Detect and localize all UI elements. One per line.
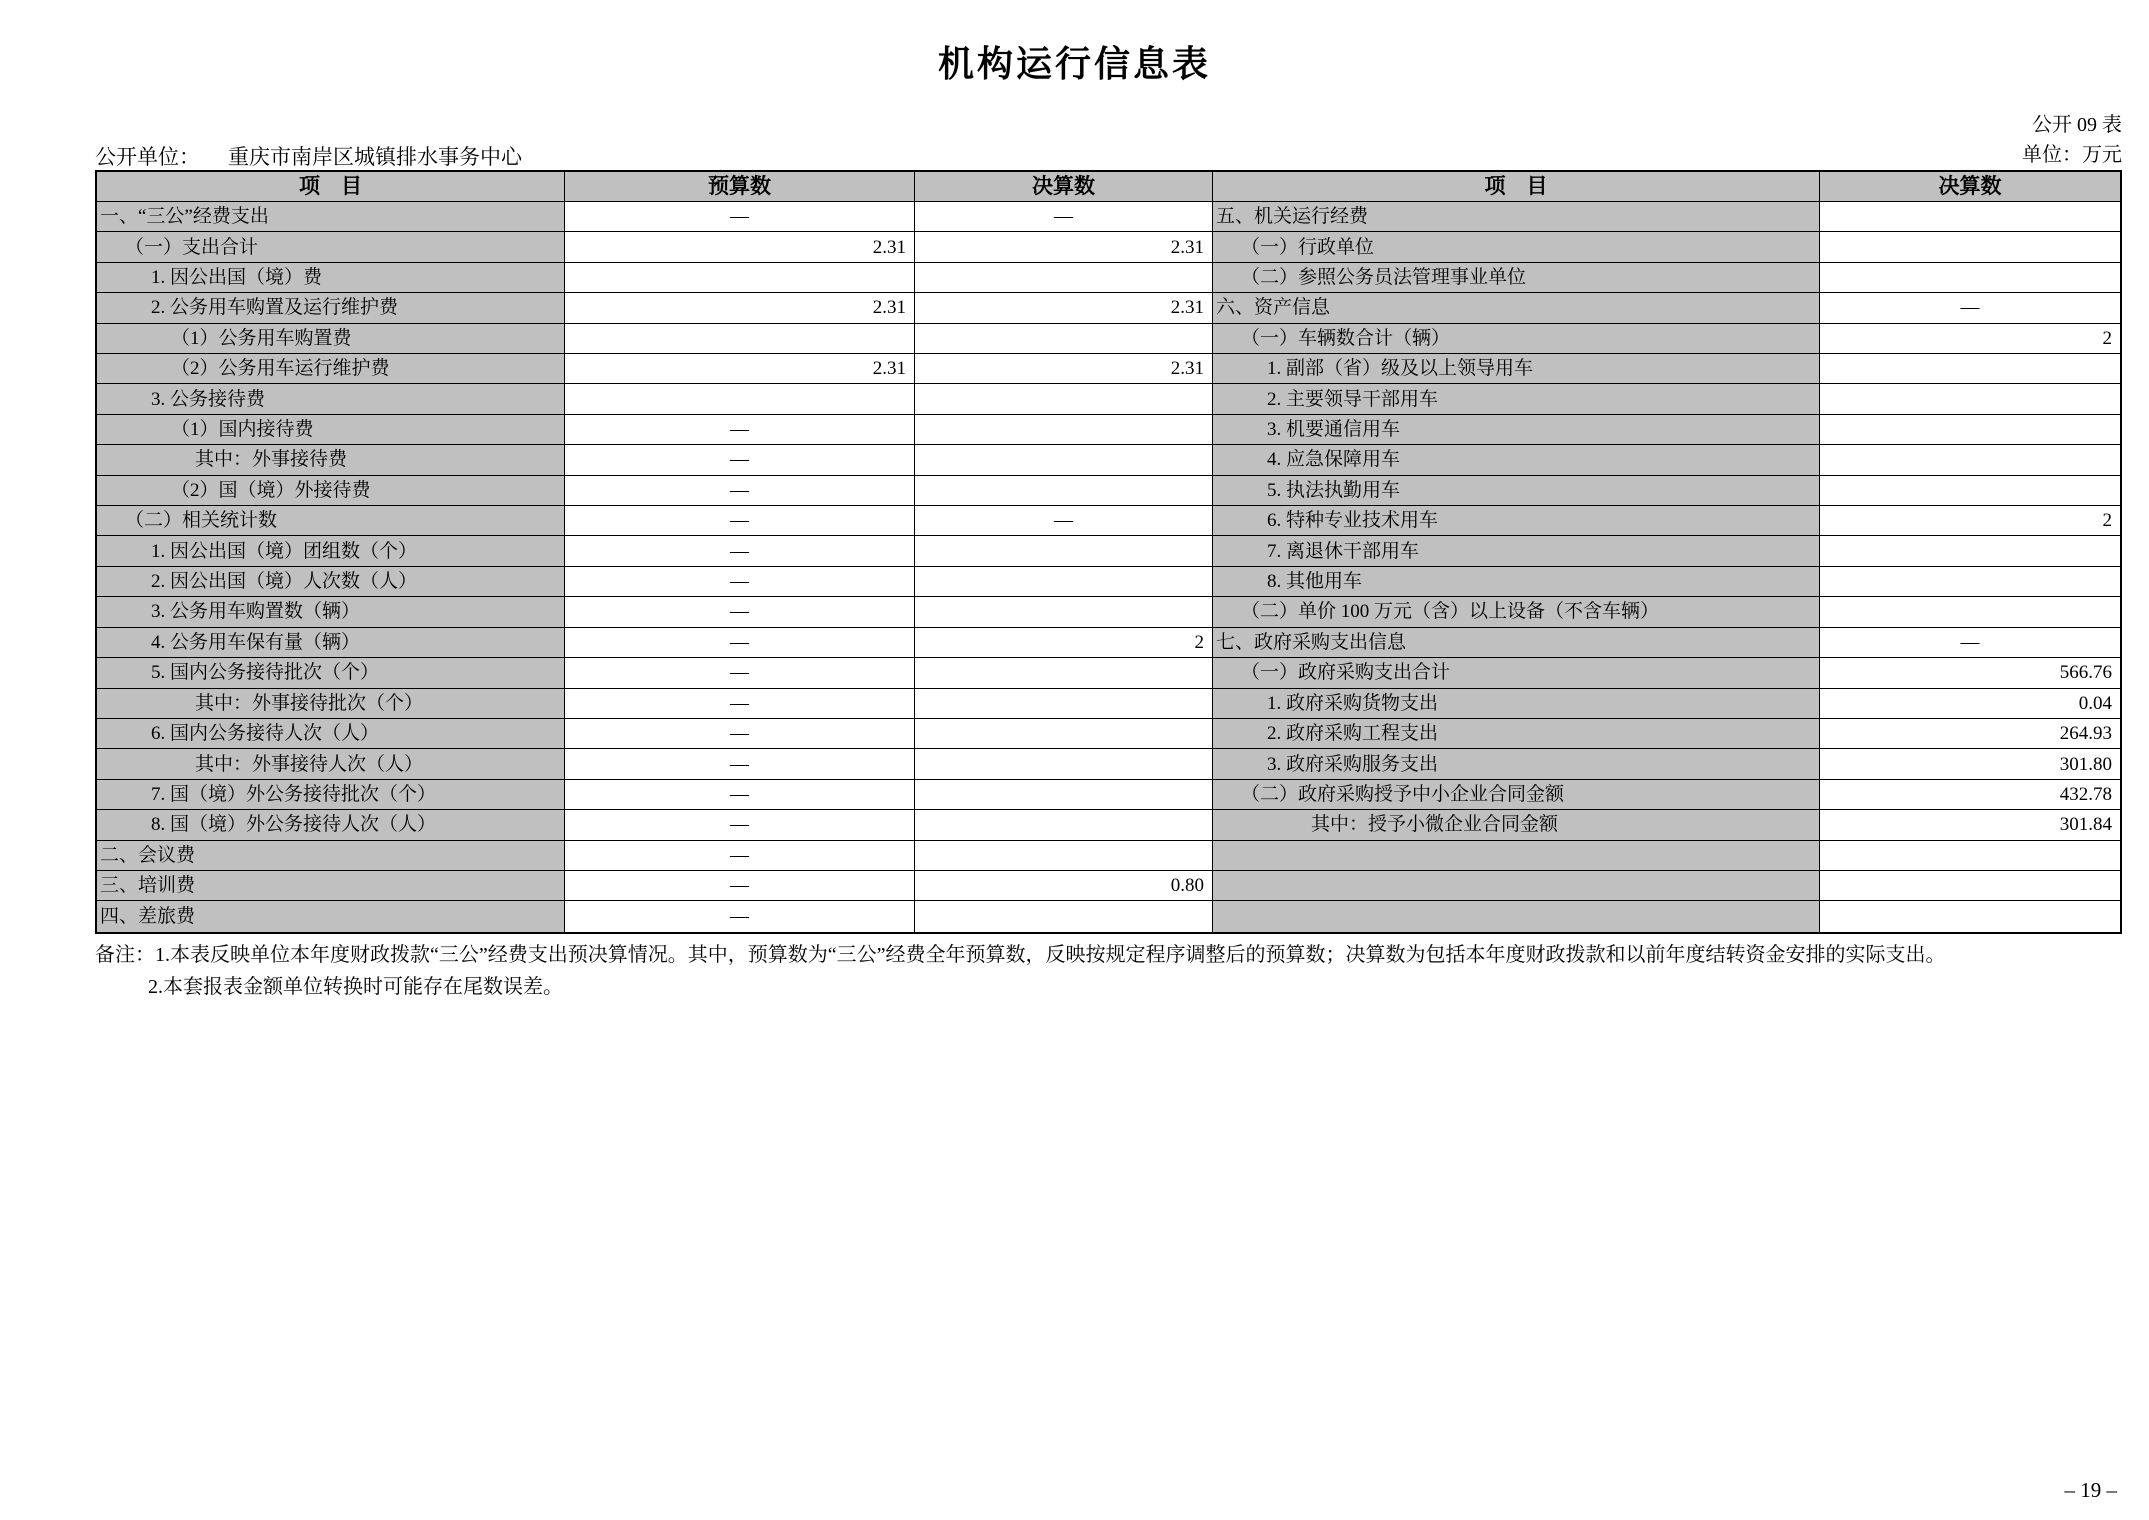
- row-final-value-right: [1820, 567, 2120, 597]
- row-budget-value: [565, 324, 915, 354]
- row-budget-value: —: [565, 445, 915, 475]
- row-label-left: 5. 国内公务接待批次（个）: [97, 658, 565, 688]
- row-label-right: 其中：授予小微企业合同金额: [1213, 810, 1820, 840]
- row-final-value-left: [915, 810, 1213, 840]
- row-label-left: （2）公务用车运行维护费: [97, 354, 565, 384]
- row-final-value-left: [915, 901, 1213, 931]
- info-table: [95, 170, 2122, 934]
- row-label-right: 7. 离退休干部用车: [1213, 536, 1820, 566]
- row-label-right: 5. 执法执勤用车: [1213, 476, 1820, 506]
- row-budget-value: —: [565, 749, 915, 779]
- row-budget-value: —: [565, 567, 915, 597]
- row-final-value-left: [915, 841, 1213, 871]
- page-number: – 19 –: [2064, 1478, 2117, 1502]
- row-final-value-right: [1820, 202, 2120, 232]
- row-label-left: 2. 因公出国（境）人次数（人）: [97, 567, 565, 597]
- row-budget-value: —: [565, 871, 915, 901]
- row-final-value-right: [1820, 445, 2120, 475]
- row-final-value-right: [1820, 415, 2120, 445]
- row-label-left: 其中：外事接待费: [97, 445, 565, 475]
- row-budget-value: —: [565, 202, 915, 232]
- row-final-value-left: [915, 689, 1213, 719]
- org-label: 公开单位：: [95, 145, 200, 169]
- row-label-right: （二）参照公务员法管理事业单位: [1213, 263, 1820, 293]
- column-header-final-right: 决算数: [1820, 172, 2120, 202]
- row-final-value-right: 2: [1820, 324, 2120, 354]
- row-label-right: 1. 副部（省）级及以上领导用车: [1213, 354, 1820, 384]
- row-label-left: （1）国内接待费: [97, 415, 565, 445]
- column-header-budget: 预算数: [565, 172, 915, 202]
- row-label-right: 1. 政府采购货物支出: [1213, 689, 1820, 719]
- row-label-left: （一）支出合计: [97, 232, 565, 262]
- row-label-left: 二、会议费: [97, 841, 565, 871]
- row-final-value-left: 2.31: [915, 293, 1213, 323]
- row-final-value-left: [915, 263, 1213, 293]
- row-label-left: 6. 国内公务接待人次（人）: [97, 719, 565, 749]
- row-final-value-right: [1820, 871, 2120, 901]
- page-title: 机构运行信息表: [937, 43, 1211, 84]
- row-label-right: 3. 机要通信用车: [1213, 415, 1820, 445]
- row-label-left: 1. 因公出国（境）费: [97, 263, 565, 293]
- row-final-value-left: 0.80: [915, 871, 1213, 901]
- row-budget-value: —: [565, 719, 915, 749]
- row-final-value-right: 301.84: [1820, 810, 2120, 840]
- row-budget-value: —: [565, 415, 915, 445]
- row-final-value-left: [915, 476, 1213, 506]
- row-final-value-right: —: [1820, 628, 2120, 658]
- row-budget-value: —: [565, 841, 915, 871]
- row-budget-value: —: [565, 597, 915, 627]
- row-label-right: 6. 特种专业技术用车: [1213, 506, 1820, 536]
- row-label-right: [1213, 871, 1820, 901]
- row-label-right: 2. 政府采购工程支出: [1213, 719, 1820, 749]
- row-final-value-right: 301.80: [1820, 749, 2120, 779]
- row-label-left: 四、差旅费: [97, 901, 565, 931]
- row-label-left: 4. 公务用车保有量（辆）: [97, 628, 565, 658]
- row-final-value-right: —: [1820, 293, 2120, 323]
- org-name: 重庆市南岸区城镇排水事务中心: [228, 145, 522, 169]
- row-label-left: 7. 国（境）外公务接待批次（个）: [97, 780, 565, 810]
- row-label-left: （二）相关统计数: [97, 506, 565, 536]
- row-label-left: （2）国（境）外接待费: [97, 476, 565, 506]
- table-code: 公开 09 表: [2032, 114, 2122, 136]
- row-final-value-right: [1820, 901, 2120, 931]
- row-final-value-right: [1820, 597, 2120, 627]
- row-label-left: 8. 国（境）外公务接待人次（人）: [97, 810, 565, 840]
- row-label-right: （一）行政单位: [1213, 232, 1820, 262]
- row-label-left: 2. 公务用车购置及运行维护费: [97, 293, 565, 323]
- row-label-right: [1213, 901, 1820, 931]
- row-label-left: 一、“三公”经费支出: [97, 202, 565, 232]
- row-label-right: 2. 主要领导干部用车: [1213, 384, 1820, 414]
- row-final-value-left: [915, 324, 1213, 354]
- row-final-value-left: [915, 384, 1213, 414]
- row-final-value-right: [1820, 354, 2120, 384]
- row-budget-value: —: [565, 628, 915, 658]
- row-label-left: 3. 公务接待费: [97, 384, 565, 414]
- row-label-right: 七、政府采购支出信息: [1213, 628, 1820, 658]
- row-final-value-left: [915, 749, 1213, 779]
- row-budget-value: —: [565, 810, 915, 840]
- row-final-value-left: 2.31: [915, 354, 1213, 384]
- row-final-value-left: —: [915, 202, 1213, 232]
- row-label-right: 4. 应急保障用车: [1213, 445, 1820, 475]
- note-line-1: 备注：1.本表反映单位本年度财政拨款“三公”经费支出预决算情况。其中，预算数为“三公”经费全年预算数，反映按规定程序调整后的预算数；决算数为包括本年度财政拨款和以前年度结转资金安排的实际支出。: [95, 944, 1946, 966]
- row-label-right: 六、资产信息: [1213, 293, 1820, 323]
- row-final-value-right: 2: [1820, 506, 2120, 536]
- row-final-value-right: [1820, 536, 2120, 566]
- row-budget-value: —: [565, 780, 915, 810]
- row-final-value-left: 2.31: [915, 232, 1213, 262]
- row-budget-value: —: [565, 476, 915, 506]
- row-label-left: 3. 公务用车购置数（辆）: [97, 597, 565, 627]
- row-final-value-right: [1820, 232, 2120, 262]
- row-final-value-left: [915, 536, 1213, 566]
- row-label-left: 其中：外事接待人次（人）: [97, 749, 565, 779]
- row-budget-value: —: [565, 536, 915, 566]
- row-final-value-left: —: [915, 506, 1213, 536]
- row-final-value-left: [915, 597, 1213, 627]
- row-label-left: （1）公务用车购置费: [97, 324, 565, 354]
- column-header-final-left: 决算数: [915, 172, 1213, 202]
- row-final-value-right: 0.04: [1820, 689, 2120, 719]
- row-budget-value: —: [565, 901, 915, 931]
- org-line: [95, 141, 522, 171]
- note-line-2: 2.本套报表金额单位转换时可能存在尾数误差。: [148, 976, 563, 998]
- row-label-right: 3. 政府采购服务支出: [1213, 749, 1820, 779]
- row-budget-value: 2.31: [565, 354, 915, 384]
- row-final-value-right: [1820, 263, 2120, 293]
- row-final-value-right: [1820, 841, 2120, 871]
- row-final-value-right: [1820, 476, 2120, 506]
- row-final-value-left: 2: [915, 628, 1213, 658]
- row-label-right: 8. 其他用车: [1213, 567, 1820, 597]
- row-final-value-left: [915, 780, 1213, 810]
- row-label-right: [1213, 841, 1820, 871]
- row-budget-value: [565, 263, 915, 293]
- row-final-value-left: [915, 415, 1213, 445]
- row-label-right: （一）政府采购支出合计: [1213, 658, 1820, 688]
- row-final-value-right: 264.93: [1820, 719, 2120, 749]
- column-header-item-right: 项 目: [1213, 172, 1820, 202]
- row-budget-value: [565, 384, 915, 414]
- row-budget-value: 2.31: [565, 232, 915, 262]
- row-final-value-right: 566.76: [1820, 658, 2120, 688]
- row-final-value-left: [915, 719, 1213, 749]
- row-final-value-left: [915, 445, 1213, 475]
- row-label-left: 1. 因公出国（境）团组数（个）: [97, 536, 565, 566]
- column-header-item-left: 项 目: [97, 172, 565, 202]
- row-final-value-right: 432.78: [1820, 780, 2120, 810]
- row-label-right: （二）单价 100 万元（含）以上设备（不含车辆）: [1213, 597, 1820, 627]
- row-budget-value: —: [565, 658, 915, 688]
- row-label-left: 三、培训费: [97, 871, 565, 901]
- row-budget-value: —: [565, 689, 915, 719]
- row-final-value-left: [915, 567, 1213, 597]
- row-label-right: （二）政府采购授予中小企业合同金额: [1213, 780, 1820, 810]
- unit-label: 单位：万元: [2022, 144, 2122, 166]
- row-budget-value: —: [565, 506, 915, 536]
- row-final-value-left: [915, 658, 1213, 688]
- row-label-right: （一）车辆数合计（辆）: [1213, 324, 1820, 354]
- row-budget-value: 2.31: [565, 293, 915, 323]
- row-final-value-right: [1820, 384, 2120, 414]
- row-label-right: 五、机关运行经费: [1213, 202, 1820, 232]
- row-label-left: 其中：外事接待批次（个）: [97, 689, 565, 719]
